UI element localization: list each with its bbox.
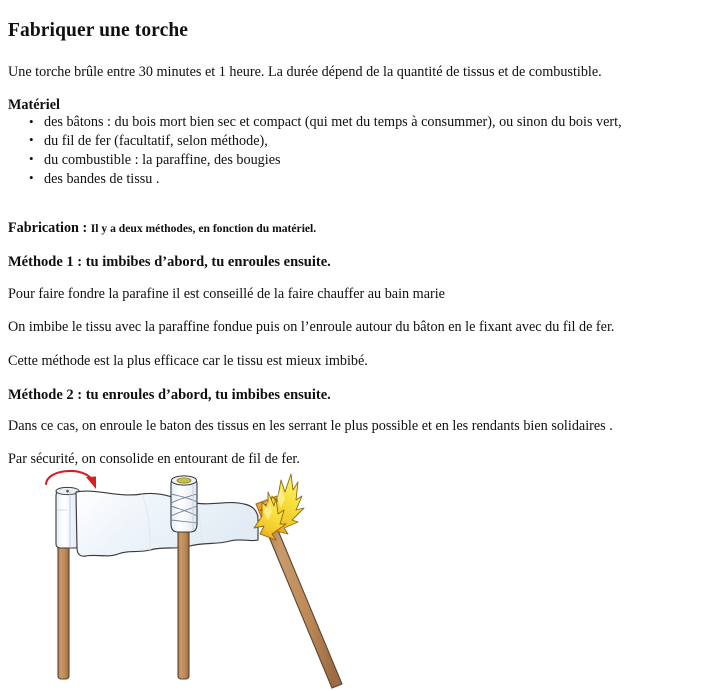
wooden-stick-tilted — [262, 516, 342, 688]
torch-step-1-figure — [46, 471, 258, 679]
cloth-band-loose — [76, 491, 258, 556]
list-item: • du fil de fer (facultatif, selon méthode), — [44, 132, 622, 151]
methode-2-paragraph-1: Dans ce cas, on enroule le baton des tissus en les serrant le plus possible et en les rendants bien solidaires . — [8, 418, 613, 435]
methode-2-paragraph-2: Par sécurité, on consolide en entourant de fil de fer. — [8, 451, 300, 468]
rolled-cloth-head — [171, 476, 197, 532]
list-item: • des bandes de tissu . — [44, 170, 622, 189]
list-item: • des bâtons : du bois mort bien sec et compact (qui met du temps à consummer), ou sinon du bois vert, — [44, 113, 622, 132]
materiel-heading: Matériel — [8, 96, 60, 113]
fabrication-text: Il y a deux méthodes, en fonction du matériel. — [90, 222, 317, 236]
page-title: Fabriquer une torche — [8, 20, 189, 42]
fabrication-label: Fabrication : — [8, 220, 88, 237]
methode-1-paragraph-1: Pour faire fondre la parafine il est conseillé de la faire chauffer au bain marie — [8, 286, 445, 303]
methode-1-paragraph-3: Cette méthode est la plus efficace car le tissu est mieux imbibé. — [8, 353, 368, 370]
torch-step-3-figure — [254, 474, 342, 688]
torch-illustration — [0, 458, 420, 691]
fabrication-heading — [8, 220, 316, 237]
torch-step-2-figure — [171, 476, 197, 679]
methode-1-paragraph-2: On imbibe le tissu avec la paraffine fondue puis on l’enroule autour du bâton en le fixant avec du fil de fer. — [8, 319, 615, 336]
methode-1-heading: Méthode 1 : tu imbibes d’abord, tu enroules ensuite. — [8, 253, 331, 270]
rotation-arrow-icon — [46, 471, 96, 489]
intro-paragraph: Une torche brûle entre 30 minutes et 1 heure. La durée dépend de la quantité de tissus et de combustible. — [8, 64, 602, 81]
list-item: • du combustible : la paraffine, des bougies — [44, 151, 622, 170]
methode-2-heading: Méthode 2 : tu enroules d’abord, tu imbibes ensuite. — [8, 386, 331, 403]
materiel-list — [8, 113, 622, 189]
